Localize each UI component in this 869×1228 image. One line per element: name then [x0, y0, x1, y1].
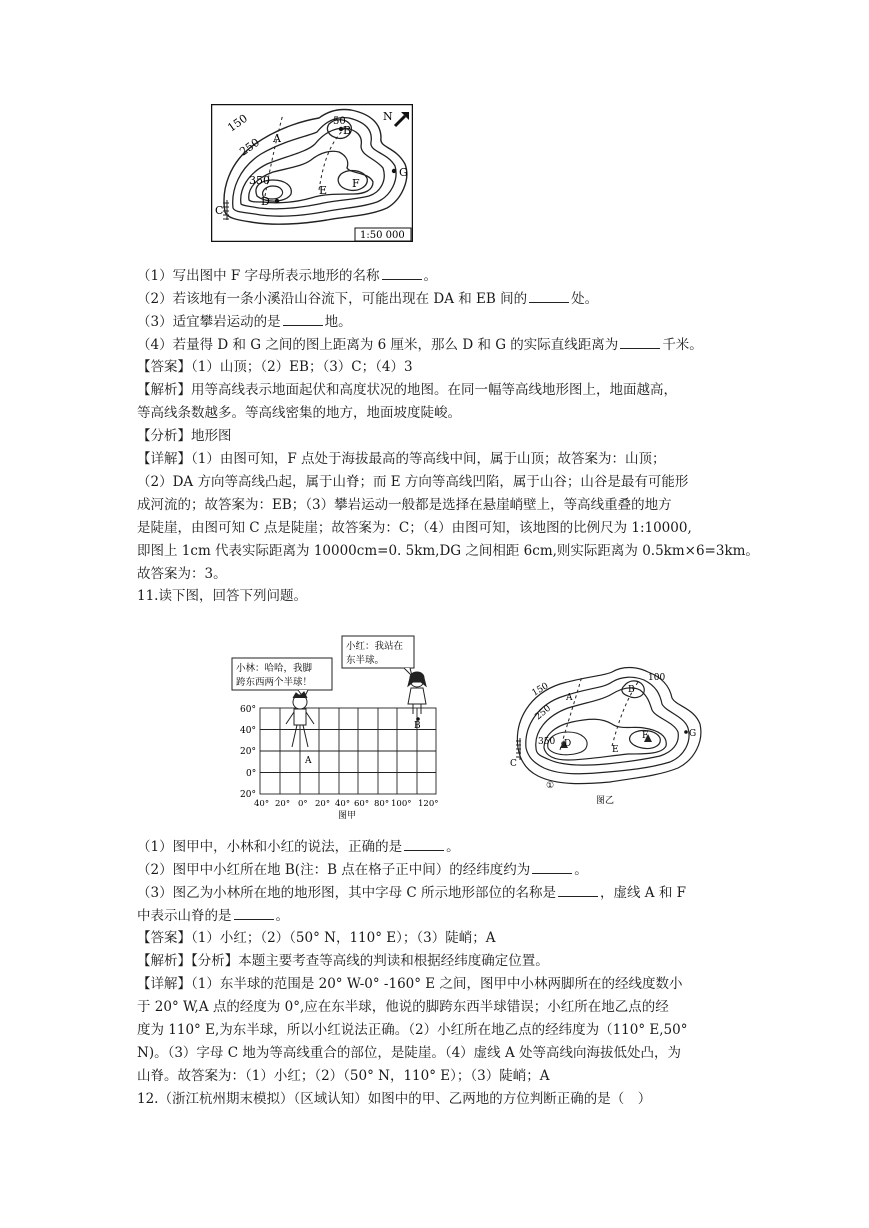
- q11-detail-line: 【详解】（1）东半球的范围是 20° W-0° -160° E 之间，图甲中小林两脚所在的经线度数小: [137, 976, 683, 992]
- point-a-label: A: [566, 693, 573, 703]
- q11-detail-line: 于 20° W,A 点的经度为 0°,应在东半球，他说的脚跨东西半球错误；小红所在地乙点的经: [137, 999, 669, 1015]
- circled-one-label: ①: [546, 781, 555, 791]
- xiaohong-bubble-line1: 小红：我站在: [346, 641, 404, 652]
- q10-detail-line: 即图上 1cm 代表实际距离为 10000cm=0. 5km,DG 之间相距 6cm,则实际距离为 0.5km×6=3km。: [137, 543, 759, 559]
- q11-part3b: 中表示山脊的是 。: [137, 905, 289, 926]
- q11-detail-line: 度为 110° E,为东半球，所以小红说法正确。（2）小红所在地乙点的经纬度为（110° E,50°: [137, 1022, 688, 1038]
- q11-answer: 【答案】（1）小红；（2）（50° N，110° E）；（3）陡峭；A: [137, 930, 496, 946]
- contour-250-label: 250: [237, 135, 262, 159]
- lon-label: 40°: [254, 799, 270, 809]
- q11-part1: （1）图甲中，小林和小红的说法，正确的是 。: [137, 836, 460, 857]
- q10-detail-line: 【详解】（1）由图可知，F 点处于海拔最高的等高线中间，属于山顶；故答案为：山顶；: [137, 451, 666, 467]
- figure-yi-svg: [508, 664, 704, 806]
- lon-label: 20°: [315, 799, 331, 809]
- lon-label: 20°: [275, 799, 291, 809]
- contour-150-label: 150: [225, 111, 250, 135]
- answer-blank: [404, 836, 444, 851]
- figure-yi: [508, 664, 704, 806]
- lon-label: 80°: [374, 799, 390, 809]
- q11-title: 11.读下图，回答下列问题。: [137, 588, 307, 604]
- lat-label: 60°: [240, 705, 256, 715]
- contour-250-label: 250: [533, 703, 554, 723]
- point-b-label: B: [414, 721, 421, 731]
- point-d-label: D: [564, 739, 572, 749]
- lat-label: 40°: [240, 726, 256, 736]
- point-b-label: B: [628, 685, 635, 695]
- answer-blank: [283, 311, 323, 326]
- lat-label: 20°: [240, 747, 256, 757]
- answer-blank: [558, 882, 598, 897]
- contour-350-label: 350: [249, 174, 270, 187]
- lon-label: 100°: [391, 799, 412, 809]
- north-label: N: [383, 110, 393, 123]
- q12-question: 12.（浙江杭州期末模拟）（区域认知）如图中的甲、乙两地的方位判断正确的是（ ）: [137, 1091, 652, 1107]
- contour-map-figure: [211, 104, 413, 242]
- figure-jia-svg: [228, 632, 443, 820]
- lon-label: 60°: [354, 799, 370, 809]
- q10-detail-line: （2）DA 方向等高线凸起，属于山脊；而 E 方向等高线凹陷，属于山谷；山谷是最有可能形: [137, 474, 689, 490]
- answer-blank: [234, 905, 274, 920]
- lon-label: 0°: [298, 799, 308, 809]
- answer-blank: [382, 265, 422, 280]
- point-e-label: E: [612, 745, 619, 755]
- map-scale: 1:50 000: [360, 230, 405, 241]
- figure-jia-caption: 图甲: [338, 811, 357, 820]
- point-a-label: A: [305, 756, 312, 766]
- contour-100-label: 100: [648, 673, 666, 683]
- q10-analysis-line: 【解析】用等高线表示地面起伏和高度状况的地图。在同一幅等高线地形图上，地面越高，: [137, 382, 677, 398]
- point-a-label: A: [273, 132, 281, 145]
- q10-part4: （4）若量得 D 和 G 之间的图上距离为 6 厘米，那么 D 和 G 的实际直线距离为 千米。: [137, 334, 703, 355]
- lat-label: 0°: [246, 769, 257, 779]
- xiaolin-bubble-line2: 跨东西两个半球！: [236, 677, 313, 688]
- point-d-label: D: [261, 195, 270, 208]
- q10-detail-line: 故答案为：3。: [137, 566, 227, 582]
- contour-map-svg: [211, 104, 413, 242]
- answer-blank: [532, 859, 572, 874]
- point-c-label: C: [215, 204, 224, 217]
- q10-fenxi: 【分析】地形图: [137, 428, 232, 444]
- point-g-label: G: [689, 729, 697, 739]
- lat-label: 20°: [240, 790, 256, 800]
- q10-part2: （2）若该地有一条小溪沿山谷流下，可能出现在 DA 和 EB 间的 处。: [137, 288, 598, 309]
- q10-part3: （3）适宜攀岩运动的是 地。: [137, 311, 352, 332]
- q11-part2: （2）图甲中小红所在地 B(注：B 点在格子正中间）的经纬度约为 。: [137, 859, 588, 880]
- q11-analysis: 【解析】【分析】本题主要考查等高线的判读和根据经纬度确定位置。: [137, 953, 549, 969]
- xiaolin-bubble-line1: 小林：哈哈，我脚: [236, 663, 313, 674]
- point-g-label: G: [399, 166, 408, 179]
- xiaohong-bubble-line2: 东半球。: [346, 655, 385, 666]
- q10-detail-line: 是陡崖，由图可知 C 点是陡崖；故答案为：C；（4）由图可知，该地图的比例尺为 1:10000,: [137, 520, 692, 536]
- q10-analysis-line: 等高线条数越多。等高线密集的地方，地面坡度陡峻。: [137, 405, 461, 421]
- point-c-label: C: [510, 759, 517, 769]
- figure-yi-caption: 图乙: [596, 796, 615, 806]
- q11-part3a: （3）图乙为小林所在地的地形图，其中字母 C 所示地形部位的名称是 ，虚线 A 和 F: [137, 882, 686, 903]
- q11-detail-line: N)。（3）字母 C 地为等高线重合的部位，是陡崖。（4）虚线 A 处等高线向海拔低处凸，为: [137, 1045, 682, 1061]
- q10-detail-line: 成河流的；故答案为：EB；（3）攀岩运动一般都是选择在悬崖峭壁上，等高线重叠的地方: [137, 497, 672, 513]
- lon-label: 40°: [335, 799, 351, 809]
- contour-350-label: 350: [538, 737, 556, 747]
- point-e-label: E: [319, 184, 328, 197]
- figure-jia: [228, 632, 443, 820]
- q10-part1: （1）写出图中 F 字母所表示地形的名称 。: [137, 265, 437, 286]
- contour-150-label: 150: [530, 681, 551, 699]
- q10-answer: 【答案】（1）山顶；（2）EB；（3）C；（4）3: [137, 359, 413, 375]
- point-b-label: B: [343, 124, 352, 137]
- point-f-label: F: [642, 731, 649, 741]
- answer-blank: [529, 288, 569, 303]
- latlong-grid: [260, 708, 436, 794]
- lon-label: 120°: [418, 799, 439, 809]
- answer-blank: [620, 334, 660, 349]
- contour-50-label: 50: [333, 116, 346, 127]
- point-f-label: F: [352, 177, 360, 190]
- q11-detail-line: 山脊。故答案为：（1）小红；（2）（50° N，110° E）；（3）陡峭；A: [137, 1068, 550, 1084]
